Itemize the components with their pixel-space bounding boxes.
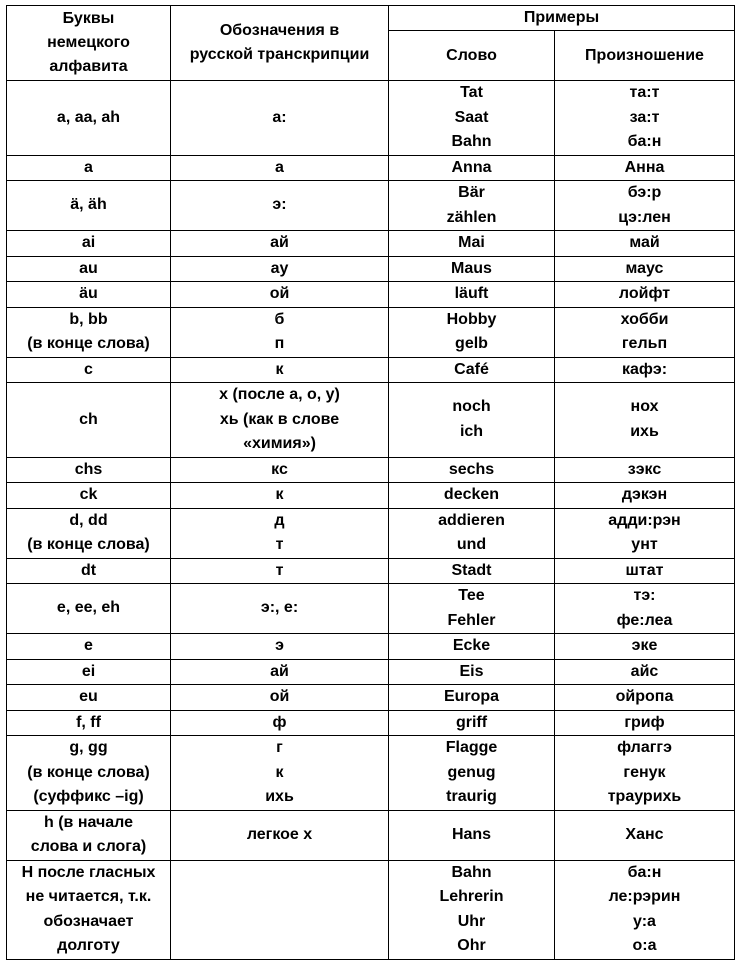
cell-transcription — [171, 736, 389, 811]
cell-line: гриф — [624, 713, 665, 731]
cell-letters — [7, 685, 171, 711]
cell-line: f, ff — [76, 713, 101, 731]
table-row — [7, 307, 735, 357]
cell-line: Ohr — [457, 937, 486, 954]
cell-pronunciation — [555, 231, 735, 257]
cell-line: тэ: — [633, 587, 656, 604]
header-examples: Примеры — [389, 6, 735, 31]
cell-word — [389, 685, 555, 711]
cell-line: к — [275, 486, 284, 503]
cell-line: Stadt — [451, 561, 492, 579]
table-row — [7, 383, 735, 458]
cell-line: лойфт — [618, 285, 671, 302]
cell-line: ле:рэрин — [608, 888, 681, 905]
cell-line: (в конце слова) — [27, 536, 150, 553]
cell-pronunciation — [555, 860, 735, 959]
cell-transcription — [171, 282, 389, 308]
cell-line: э:, е: — [260, 599, 299, 617]
cell-transcription — [171, 584, 389, 634]
cell-line: флаггэ — [617, 739, 672, 756]
cell-line: к — [275, 763, 284, 781]
cell-word — [389, 357, 555, 383]
cell-transcription — [171, 558, 389, 584]
cell-line: т — [275, 536, 284, 553]
cell-line: Uhr — [457, 912, 486, 930]
cell-line: Flagge — [445, 739, 498, 756]
cell-pronunciation — [555, 508, 735, 558]
cell-line: noch — [452, 398, 491, 416]
cell-line: sechs — [448, 460, 495, 478]
cell-letters — [7, 357, 171, 383]
cell-line: э — [275, 637, 284, 654]
cell-line: дэкэн — [621, 486, 668, 503]
cell-line: Lehrerin — [439, 888, 504, 905]
cell-line: traurig — [446, 788, 497, 805]
cell-letters — [7, 710, 171, 736]
cell-line: кафэ: — [621, 360, 668, 378]
table-row — [7, 860, 735, 959]
cell-transcription — [171, 710, 389, 736]
cell-line: ä, äh — [70, 196, 107, 214]
cell-transcription — [171, 231, 389, 257]
cell-line: (в конце слова) — [27, 335, 150, 352]
table-row — [7, 282, 735, 308]
cell-line: Anna — [451, 158, 492, 176]
cell-line: ихь — [265, 788, 294, 805]
table-header — [7, 6, 735, 81]
table-body — [7, 81, 735, 960]
cell-line: ба:н — [627, 863, 662, 881]
cell-letters — [7, 256, 171, 282]
cell-line: (в конце слова) — [27, 763, 150, 781]
cell-pronunciation — [555, 307, 735, 357]
cell-line: п — [274, 335, 285, 352]
cell-line: Bahn — [451, 133, 492, 150]
header-pronunciation: Произношение — [555, 31, 735, 81]
cell-line: штат — [625, 561, 664, 579]
table-row — [7, 483, 735, 509]
cell-letters — [7, 457, 171, 483]
cell-letters — [7, 736, 171, 811]
cell-word — [389, 710, 555, 736]
cell-line: Maus — [451, 259, 492, 277]
cell-line: a, aa, ah — [56, 108, 121, 126]
cell-word — [389, 558, 555, 584]
cell-pronunciation — [555, 81, 735, 156]
cell-word — [389, 860, 555, 959]
cell-transcription — [171, 256, 389, 282]
cell-transcription — [171, 357, 389, 383]
table-row — [7, 558, 735, 584]
cell-pronunciation — [555, 357, 735, 383]
cell-pronunciation — [555, 558, 735, 584]
cell-line: läuft — [454, 285, 489, 302]
cell-line: h (в начале — [43, 813, 134, 831]
cell-word — [389, 307, 555, 357]
cell-word — [389, 181, 555, 231]
table-row — [7, 81, 735, 156]
cell-line: у:а — [633, 912, 656, 930]
cell-line: ай — [270, 662, 289, 680]
cell-line: Н после гласных — [21, 863, 156, 881]
cell-line: Tat — [460, 84, 483, 101]
cell-line: д — [274, 511, 285, 529]
cell-line: генук — [623, 763, 666, 781]
cell-line: äu — [79, 285, 98, 302]
cell-line: und — [456, 536, 487, 553]
cell-pronunciation — [555, 256, 735, 282]
cell-word — [389, 155, 555, 181]
cell-line: chs — [74, 460, 103, 478]
cell-pronunciation — [555, 457, 735, 483]
cell-line: хобби — [620, 310, 669, 328]
header-line: немецкого — [47, 34, 130, 51]
cell-letters — [7, 634, 171, 660]
cell-word — [389, 508, 555, 558]
cell-letters — [7, 181, 171, 231]
cell-transcription — [171, 155, 389, 181]
cell-line: обозначает — [43, 912, 134, 930]
cell-line: за:т — [629, 108, 660, 126]
cell-letters — [7, 81, 171, 156]
cell-line: ой — [269, 285, 290, 302]
cell-line: ихь — [630, 422, 659, 440]
cell-pronunciation — [555, 483, 735, 509]
table-row — [7, 584, 735, 634]
table-row — [7, 508, 735, 558]
cell-word — [389, 282, 555, 308]
cell-line: ei — [81, 662, 96, 680]
cell-letters — [7, 282, 171, 308]
cell-line: г — [276, 739, 283, 756]
cell-line: Hans — [451, 825, 492, 843]
table-row — [7, 685, 735, 711]
cell-line: кс — [271, 460, 288, 478]
table-row — [7, 810, 735, 860]
cell-word — [389, 659, 555, 685]
cell-line: ф — [272, 713, 287, 731]
header-line: алфавита — [49, 58, 128, 75]
cell-line: а: — [272, 108, 287, 126]
cell-transcription — [171, 483, 389, 509]
cell-transcription — [171, 659, 389, 685]
cell-line: Eis — [459, 662, 484, 680]
cell-line: ai — [81, 234, 96, 251]
cell-line: гельп — [621, 335, 668, 352]
cell-line: эке — [631, 637, 658, 654]
cell-line: ich — [459, 422, 484, 440]
header-line: Буквы — [62, 10, 115, 27]
table-row — [7, 710, 735, 736]
cell-line: e, ee, eh — [56, 599, 121, 617]
cell-line: ой — [269, 688, 290, 705]
cell-line: нох — [630, 398, 659, 416]
table-row — [7, 634, 735, 660]
cell-pronunciation — [555, 736, 735, 811]
header-line: русской транскрипции — [189, 46, 370, 63]
cell-line: Ханс — [625, 825, 664, 843]
cell-letters — [7, 508, 171, 558]
cell-line: Mai — [458, 234, 485, 251]
cell-pronunciation — [555, 383, 735, 458]
cell-line: э: — [272, 196, 287, 214]
cell-letters — [7, 383, 171, 458]
cell-word — [389, 457, 555, 483]
cell-letters — [7, 659, 171, 685]
cell-line: т — [275, 561, 284, 579]
cell-line: ойропа — [615, 688, 674, 705]
cell-line: долготу — [57, 937, 120, 954]
cell-line: Ecke — [452, 637, 491, 654]
cell-line: цэ:лен — [618, 208, 671, 226]
table-row — [7, 659, 735, 685]
cell-letters — [7, 155, 171, 181]
header-word: Слово — [389, 31, 555, 81]
cell-pronunciation — [555, 634, 735, 660]
cell-line: ай — [270, 234, 289, 251]
cell-line: eu — [79, 688, 98, 705]
cell-word — [389, 231, 555, 257]
cell-line: decken — [443, 486, 500, 503]
cell-line: айс — [630, 662, 659, 680]
cell-pronunciation — [555, 181, 735, 231]
table-row — [7, 231, 735, 257]
cell-line: b, bb — [69, 310, 108, 328]
cell-word — [389, 810, 555, 860]
cell-transcription — [171, 810, 389, 860]
cell-line: Saat — [454, 108, 489, 126]
cell-line: о:а — [632, 937, 657, 954]
cell-line: Hobby — [446, 310, 497, 328]
cell-line: (суффикс –ig) — [33, 788, 144, 805]
cell-transcription — [171, 685, 389, 711]
cell-word — [389, 81, 555, 156]
cell-pronunciation — [555, 659, 735, 685]
cell-line: c — [84, 360, 93, 378]
cell-pronunciation — [555, 584, 735, 634]
cell-letters — [7, 860, 171, 959]
cell-line: d, dd — [69, 511, 108, 529]
cell-letters — [7, 810, 171, 860]
cell-transcription — [171, 307, 389, 357]
cell-line: ау — [270, 259, 289, 277]
header-line: Обозначения в — [219, 22, 340, 39]
cell-line: май — [629, 234, 660, 251]
cell-line: унт — [631, 536, 658, 553]
cell-pronunciation — [555, 282, 735, 308]
cell-transcription — [171, 634, 389, 660]
table-row — [7, 256, 735, 282]
cell-transcription — [171, 508, 389, 558]
cell-line: g, gg — [69, 739, 108, 756]
cell-word — [389, 584, 555, 634]
cell-line: ба:н — [627, 133, 662, 150]
cell-pronunciation — [555, 685, 735, 711]
cell-line: маус — [625, 259, 664, 277]
cell-word — [389, 634, 555, 660]
cell-line: e — [84, 637, 93, 654]
cell-line: Bär — [458, 184, 485, 201]
table-row — [7, 155, 735, 181]
cell-transcription — [171, 383, 389, 458]
cell-line: zählen — [446, 208, 497, 226]
cell-line: Europa — [443, 688, 500, 705]
cell-line: a — [84, 158, 93, 176]
cell-word — [389, 256, 555, 282]
table-row — [7, 357, 735, 383]
cell-line: а — [275, 158, 284, 176]
cell-line: griff — [455, 713, 488, 731]
cell-line: не читается, т.к. — [25, 888, 152, 905]
cell-line: Café — [454, 360, 489, 378]
cell-line: «химия») — [243, 435, 316, 452]
cell-line: хь (как в слове — [219, 410, 340, 428]
cell-transcription — [171, 457, 389, 483]
cell-letters — [7, 231, 171, 257]
cell-line: слова и слога) — [30, 838, 147, 855]
cell-line: бэ:р — [627, 184, 662, 201]
cell-line: траурихь — [607, 788, 682, 805]
cell-pronunciation — [555, 710, 735, 736]
cell-line: ck — [79, 486, 98, 503]
cell-line: addieren — [438, 511, 505, 529]
cell-line: genug — [447, 763, 496, 781]
cell-line: Fehler — [447, 611, 496, 629]
cell-line: фе:леа — [616, 611, 673, 629]
cell-pronunciation — [555, 810, 735, 860]
cell-letters — [7, 558, 171, 584]
cell-transcription — [171, 860, 389, 959]
cell-letters — [7, 483, 171, 509]
cell-word — [389, 383, 555, 458]
german-alphabet-table — [6, 5, 735, 960]
cell-line: та:т — [629, 84, 660, 101]
cell-line: зэкс — [627, 460, 662, 478]
cell-word — [389, 483, 555, 509]
cell-line: au — [79, 259, 98, 277]
cell-letters — [7, 307, 171, 357]
cell-line: Bahn — [451, 863, 492, 881]
cell-line: gelb — [455, 335, 488, 352]
cell-line: к — [275, 360, 284, 378]
table-row — [7, 457, 735, 483]
table-row — [7, 736, 735, 811]
cell-line: dt — [80, 561, 97, 579]
cell-line: адди:рэн — [608, 511, 681, 529]
cell-pronunciation — [555, 155, 735, 181]
cell-line: Анна — [624, 158, 665, 176]
header-letters — [7, 6, 171, 81]
header-transcription — [171, 6, 389, 81]
cell-line: Tee — [458, 587, 485, 604]
cell-line: б — [274, 310, 285, 328]
cell-transcription — [171, 81, 389, 156]
table-row — [7, 181, 735, 231]
cell-word — [389, 736, 555, 811]
cell-transcription — [171, 181, 389, 231]
cell-line: легкое х — [246, 825, 313, 843]
cell-letters — [7, 584, 171, 634]
cell-line: ch — [79, 410, 98, 428]
cell-line: х (после а, о, у) — [219, 386, 340, 403]
